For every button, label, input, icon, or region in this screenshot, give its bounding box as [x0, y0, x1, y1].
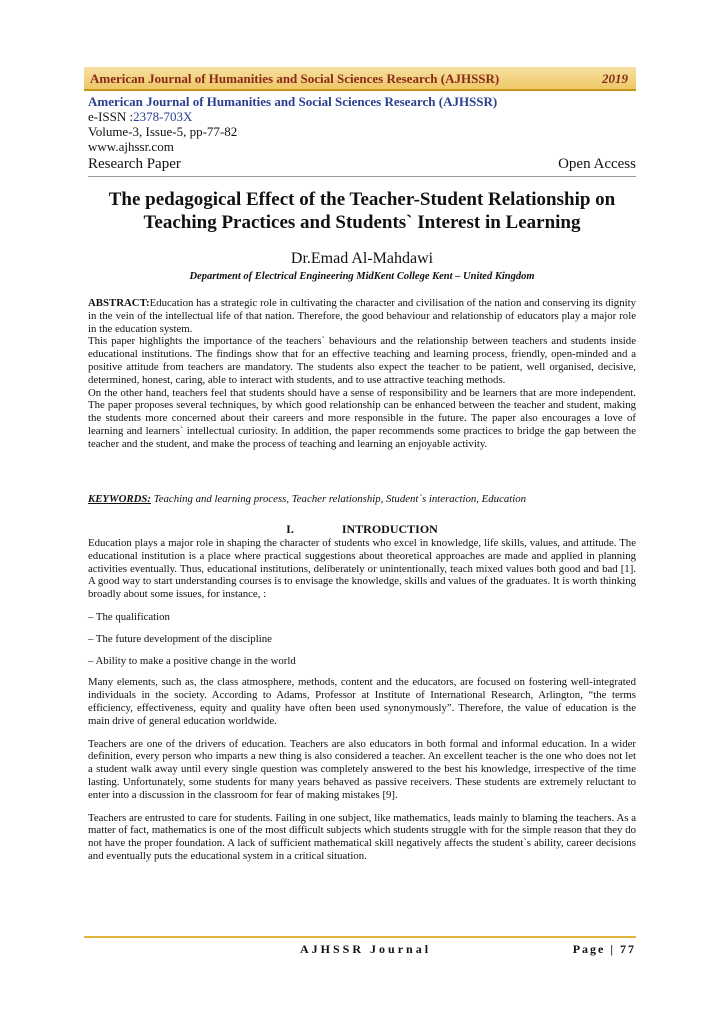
header-journal-name: American Journal of Humanities and Social Sciences Research (AJHSSR): [90, 71, 500, 86]
intro-paragraph-4: Teachers are entrusted to care for students. Failing in one subject, like mathematics, leads mainly to blaming the teachers. As a matter of fact, mathematics is one of the most difficult subjects which students struggle with for the simple reason that they do not have the proper foundation. A lack of sufficient mathematical skill negatively affects the student`s ability, career decisions and eventually puts the educational system in a critical situation.: [88, 811, 636, 862]
section-heading-introduction: [88, 522, 636, 537]
header-year: 2019: [602, 71, 628, 86]
intro-paragraph-2: Many elements, such as, the class atmosphere, methods, content and the educators, are focused on fostering well-integrated individuals in the society. According to Adams, Professor at Institute of International Research, Arlington, “the terms efficiency, effectiveness, equity and quality have often been used synonymously”. Therefore, the value of education is the main drive of general education worldwide.: [88, 676, 636, 727]
title-line-2: Teaching Practices and Students` Interest in Learning: [143, 212, 581, 233]
keywords-text: Teaching and learning process, Teacher relationship, Student`s interaction, Education: [151, 493, 527, 505]
issn-label: e-ISSN :: [88, 109, 134, 124]
introduction-section: [88, 537, 636, 873]
abstract-paragraph-1: [88, 297, 636, 335]
issn-value: 2378-703X: [133, 109, 193, 124]
journal-meta: [88, 94, 636, 154]
author-affiliation: Department of Electrical Engineering MidKent College Kent – United Kingdom: [189, 271, 535, 282]
intro-bullet-1: – The qualification: [88, 610, 170, 623]
abstract-label: ABSTRACT:: [88, 297, 150, 309]
footer-journal: AJHSSR Journal: [300, 942, 432, 956]
abstract-section: [88, 297, 636, 451]
paper-type-row: [88, 156, 636, 177]
author-name: Dr.Emad Al-Mahdawi: [290, 250, 434, 267]
access-type: Open Access: [558, 156, 636, 172]
intro-paragraph-3: Teachers are one of the drivers of education. Teachers are also educators in both formal and informal education. In a wider definition, every person who imparts a new thing is also considered a teacher. An excellent teacher is the one who does not let a student walk away until every single question was completely answered to the best his knowledge, irrespective of the time lasting. Unfortunately, some students for many years behaved as passive receivers. These students are extremely reluctant to enter into a discussion in the classroom for fear of making mistakes [9].: [88, 737, 636, 801]
footer-rule: [84, 936, 636, 938]
footer-page-number: Page | 77: [572, 942, 636, 956]
section-title: INTRODUCTION: [341, 522, 438, 536]
paper-title: [88, 188, 636, 234]
keywords-label: KEYWORDS:: [88, 493, 151, 505]
header-band: [84, 67, 636, 91]
abstract-paragraph-3: On the other hand, teachers feel that students should have a sense of responsibility and be learners that are more independent. The paper proposes several techniques, by which good relationship can be enhanced between the teacher and student, making the students more concerned about their careers and more responsible in the future. The paper also encourages a love of learning and learners` intellectual curiosity. In addition, the paper recommends some practices to bridge the gap between the teacher and the student, and make the process of teaching and learning an enjoyable activity.: [88, 386, 636, 450]
keywords-line: [88, 493, 636, 506]
journal-title: American Journal of Humanities and Social Sciences Research (AJHSSR): [88, 94, 498, 109]
intro-bullet-2: – The future development of the discipline: [88, 632, 272, 645]
abstract-paragraph-2: This paper highlights the importance of the teachers` behaviours and the relationship between teachers and students inside educational institutions. The findings show that for an effective teaching and learning process, friendly, open-minded and a positive attitude from teachers are mandatory. The students also expect the teacher to be patient, well organised, decisive, determined, honest, caring, able to interact with students, and to use attractive teaching methods.: [88, 335, 636, 386]
section-number: I.: [286, 522, 294, 536]
issn-line: [88, 109, 636, 124]
intro-paragraph-1: Education plays a major role in shaping the character of students who excel in knowledge, life skills, values, and attitude. The educational institution is a place where practical suggestions about theoretical approaches are made and applied in planning activities eventually. Thus, educational institutions, deliberately or unintentionally, teach mixed values both good and bad [1]. A good way to start understanding courses is to envisage the knowledge, skills and values of the graduates. It is worth thinking broadly about some issues, for instance, :: [88, 537, 636, 601]
intro-bullet-3: – Ability to make a positive change in the world: [88, 654, 296, 667]
website-link[interactable]: www.ajhssr.com: [88, 139, 174, 154]
paper-type: Research Paper: [88, 156, 181, 172]
abstract-text-1: Education has a strategic role in cultivating the character and civilisation of the nation and conserving its dignity in the vein of the intellectual life of that nation. Therefore, the good behaviour and relationship of educators play a major role in the education system.: [88, 297, 636, 335]
volume-info: Volume-3, Issue-5, pp-77-82: [88, 124, 238, 139]
title-line-1: The pedagogical Effect of the Teacher-Student Relationship on: [108, 189, 616, 210]
